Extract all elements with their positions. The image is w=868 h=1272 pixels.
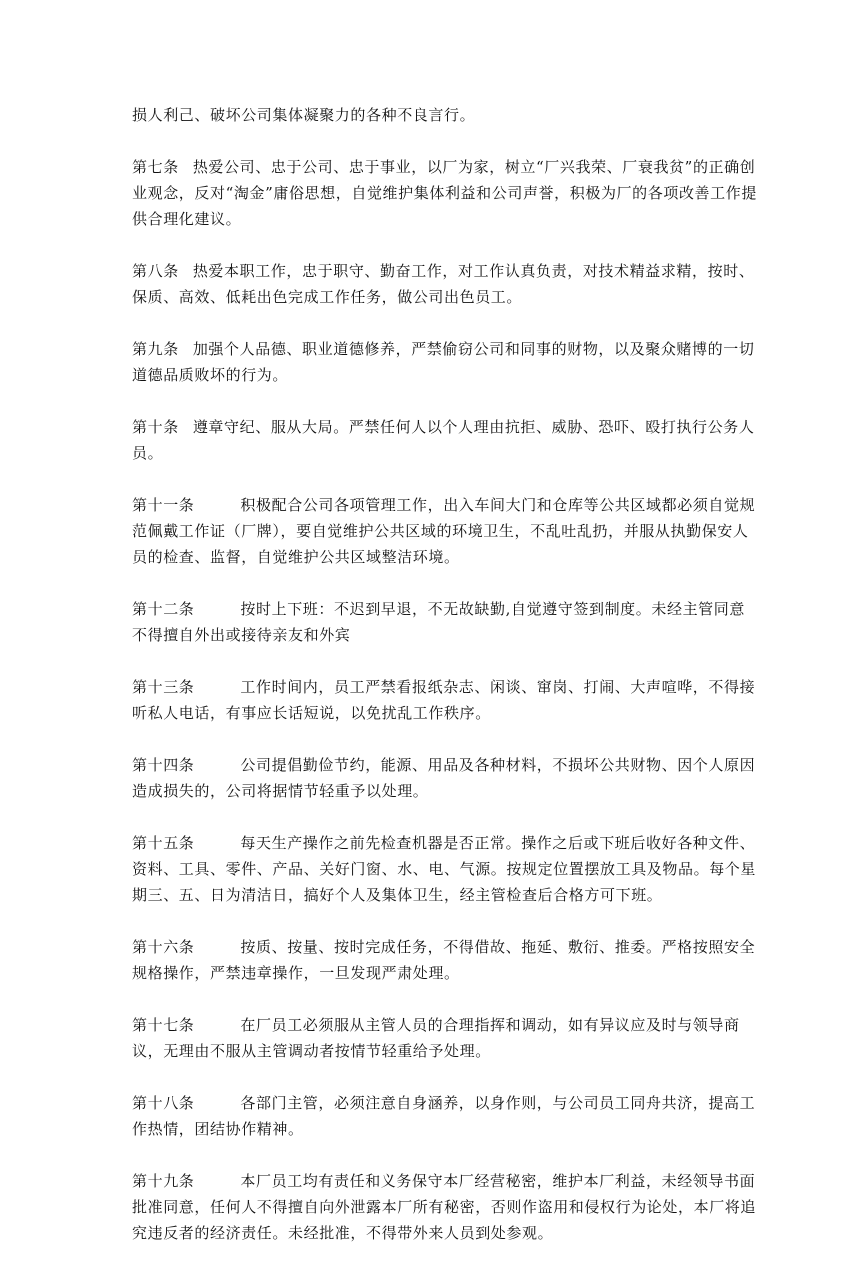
article-9 bbox=[132, 336, 760, 388]
article-number: 第九条 bbox=[132, 340, 179, 358]
article-number: 第十八条 bbox=[132, 1094, 195, 1112]
article-15 bbox=[132, 830, 760, 908]
article-text: 遵章守纪、服从大局。严禁任何人以个人理由抗拒、威胁、恐吓、殴打执行公务人员。 bbox=[132, 418, 755, 462]
article-11 bbox=[132, 492, 760, 570]
article-number: 第八条 bbox=[132, 262, 179, 280]
article-13 bbox=[132, 674, 760, 726]
article-text: 加强个人品德、职业道德修养，严禁偷窃公司和同事的财物，以及聚众赌博的一切道德品质败坏的行为。 bbox=[132, 340, 755, 384]
article-text: 热爱本职工作，忠于职守、勤奋工作，对工作认真负责，对技术精益求精，按时、保质、高效、低耗出色完成工作任务，做公司出色员工。 bbox=[132, 262, 755, 306]
article-number: 第十一条 bbox=[132, 496, 195, 514]
article-number: 第十二条 bbox=[132, 600, 195, 618]
article-text: 在厂员工必须服从主管人员的合理指挥和调动，如有异议应及时与领导商议，无理由不服从主管调动者按情节轻重给予处理。 bbox=[132, 1016, 740, 1060]
article-12 bbox=[132, 596, 760, 648]
article-16 bbox=[132, 934, 760, 986]
article-14 bbox=[132, 752, 760, 804]
article-18 bbox=[132, 1090, 760, 1142]
article-text: 工作时间内，员工严禁看报纸杂志、闲谈、窜岗、打闹、大声喧哗，不得接听私人电话，有事应长话短说，以免扰乱工作秩序。 bbox=[132, 678, 756, 722]
article-number: 第十三条 bbox=[132, 678, 195, 696]
article-text: 按时上下班：不迟到早退，不无故缺勤,自觉遵守签到制度。未经主管同意不得擅自外出或接待亲友和外宾 bbox=[132, 600, 745, 644]
article-number: 第十六条 bbox=[132, 938, 195, 956]
article-text: 公司提倡勤俭节约，能源、用品及各种材料，不损坏公共财物、因个人原因造成损失的，公司将据情节轻重予以处理。 bbox=[132, 756, 756, 800]
opening-line: 损人利己、破坏公司集体凝聚力的各种不良言行。 bbox=[132, 106, 476, 124]
article-8 bbox=[132, 258, 760, 310]
article-text: 热爱公司、忠于公司、忠于事业，以厂为家，树立“厂兴我荣、厂衰我贫”的正确创业观念，反对“淘金”庸俗思想，自觉维护集体利益和公司声誉，积极为厂的各项改善工作提供合理化建议。 bbox=[132, 158, 757, 228]
article-number: 第七条 bbox=[132, 158, 179, 176]
article-10 bbox=[132, 414, 760, 466]
article-number: 第十五条 bbox=[132, 834, 195, 852]
article-number: 第十七条 bbox=[132, 1016, 195, 1034]
article-17 bbox=[132, 1012, 760, 1064]
article-text: 每天生产操作之前先检查机器是否正常。操作之后或下班后收好各种文件、资料、工具、零件、产品、关好门窗、水、电、气源。按规定位置摆放工具及物品。每个星期三、五、日为清洁日，搞好个人及集体卫生，经主管检查后合格方可下班。 bbox=[132, 834, 757, 904]
article-text: 按质、按量、按时完成任务，不得借故、拖延、敷衍、推委。严格按照安全规格操作，严禁违章操作，一旦发现严肃处理。 bbox=[132, 938, 756, 982]
article-19 bbox=[132, 1168, 760, 1246]
article-text: 积极配合公司各项管理工作，出入车间大门和仓库等公共区域都必须自觉规范佩戴工作证（厂牌），要自觉维护公共区域的环境卫生，不乱吐乱扔，并服从执勤保安人员的检查、监督，自觉维护公共区域整洁环境。 bbox=[132, 496, 756, 566]
article-number: 第十四条 bbox=[132, 756, 195, 774]
article-number: 第十条 bbox=[132, 418, 179, 436]
article-number: 第十九条 bbox=[132, 1172, 195, 1190]
article-text: 各部门主管，必须注意自身涵养，以身作则，与公司员工同舟共济，提高工作热情，团结协作精神。 bbox=[132, 1094, 756, 1138]
article-7 bbox=[132, 154, 760, 232]
article-text: 本厂员工均有责任和义务保守本厂经营秘密，维护本厂利益，未经领导书面批准同意，任何人不得擅自向外泄露本厂所有秘密，否则作盗用和侵权行为论处，本厂将追究违反者的经济责任。未经批准，不得带外来人员到处参观。 bbox=[132, 1172, 757, 1242]
document-body bbox=[132, 102, 760, 1272]
